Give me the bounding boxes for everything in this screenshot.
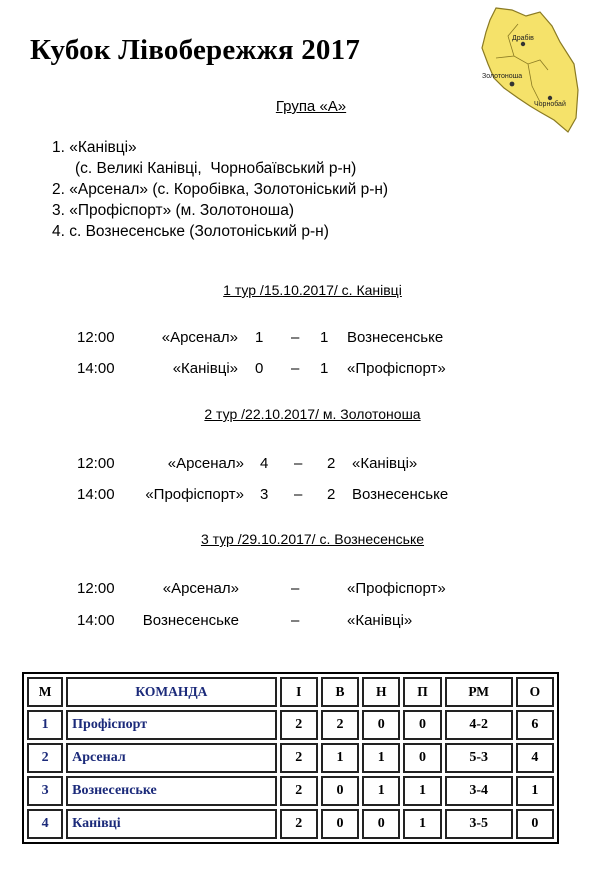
match-away-team: Вознесенське: [347, 329, 444, 346]
cell-drawn: 1: [362, 743, 400, 773]
map-label-drabiv: Драбів: [512, 35, 534, 42]
cell-won: 1: [321, 743, 359, 773]
col-header-played: І: [280, 677, 318, 707]
cell-goals: 3-4: [445, 776, 513, 806]
match-away-score: 2: [327, 455, 336, 472]
cell-played: 2: [280, 743, 318, 773]
match-time: 12:00: [77, 580, 115, 597]
col-header-won: В: [321, 677, 359, 707]
table-row: [27, 776, 554, 806]
cell-place: 4: [27, 809, 63, 839]
round-1-title: 1 тур /15.10.2017/ с. Канівці: [223, 282, 402, 298]
map-label-zolotonosha: Золотоноша: [482, 73, 523, 80]
round-3-title: 3 тур /29.10.2017/ с. Вознесенське: [200, 531, 425, 547]
match-dash: –: [291, 360, 300, 377]
match-away-team: Вознесенське: [352, 486, 449, 503]
cell-played: 2: [280, 776, 318, 806]
team-list-item: 3. «Профіспорт» (м. Золотоноша): [52, 202, 295, 219]
cell-team: Канівці: [66, 809, 276, 839]
cell-drawn: 0: [362, 809, 400, 839]
cell-won: 2: [321, 710, 359, 740]
cell-played: 2: [280, 710, 318, 740]
col-header-place: М: [27, 677, 63, 707]
team-list-item: 2. «Арсенал» (с. Коробівка, Золотоніський р-н): [52, 181, 389, 198]
team-list: [52, 137, 388, 242]
match-away-team: «Профіспорт»: [347, 580, 446, 597]
col-header-team: КОМАНДА: [66, 677, 276, 707]
cell-goals: 4-2: [445, 710, 513, 740]
cell-place: 3: [27, 776, 63, 806]
cell-lost: 0: [403, 743, 441, 773]
team-list-item-detail: (с. Великі Канівці, Чорнобаївський р-н): [75, 160, 357, 177]
cell-played: 2: [280, 809, 318, 839]
col-header-points: О: [516, 677, 554, 707]
cell-drawn: 0: [362, 710, 400, 740]
cell-team: Арсенал: [66, 743, 276, 773]
cell-team: Профіспорт: [66, 710, 276, 740]
match-away-team: «Профіспорт»: [347, 360, 446, 377]
col-header-drawn: Н: [362, 677, 400, 707]
match-dash: –: [294, 455, 303, 472]
page-title: Кубок Лівобережжя 2017: [30, 34, 361, 66]
cell-lost: 0: [403, 710, 441, 740]
standings-header-row: [27, 677, 554, 707]
cell-goals: 3-5: [445, 809, 513, 839]
match-time: 12:00: [77, 455, 115, 472]
match-away-team: «Канівці»: [347, 612, 413, 629]
table-row: [27, 743, 554, 773]
cell-team: Вознесенське: [66, 776, 276, 806]
match-dash: –: [291, 612, 300, 629]
col-header-goals: РМ: [445, 677, 513, 707]
match-home-score: 4: [260, 455, 269, 472]
map-point-zolotonosha: [510, 82, 515, 87]
match-away-score: 2: [327, 486, 336, 503]
match-time: 14:00: [77, 360, 115, 377]
match-dash: –: [291, 329, 300, 346]
cell-place: 1: [27, 710, 63, 740]
col-header-lost: П: [403, 677, 441, 707]
cell-points: 4: [516, 743, 554, 773]
map-label-chornobai: Чорнобай: [534, 101, 566, 108]
match-dash: –: [291, 580, 300, 597]
match-away-team: «Канівці»: [352, 455, 418, 472]
cell-lost: 1: [403, 776, 441, 806]
round-2-title: 2 тур /22.10.2017/ м. Золотоноша: [204, 406, 421, 422]
group-title: Група «А»: [275, 98, 347, 115]
match-home-score: 3: [260, 486, 269, 503]
standings-table: [22, 672, 559, 844]
cell-lost: 1: [403, 809, 441, 839]
map-point-drabiv: [521, 42, 525, 46]
table-row: [27, 809, 554, 839]
match-time: 14:00: [77, 486, 115, 503]
team-list-item: 4. с. Вознесенське (Золотоніський р-н): [52, 223, 329, 240]
cell-drawn: 1: [362, 776, 400, 806]
cell-points: 1: [516, 776, 554, 806]
cell-points: 0: [516, 809, 554, 839]
match-away-score: 1: [320, 360, 329, 377]
match-away-score: 1: [320, 329, 329, 346]
cell-goals: 5-3: [445, 743, 513, 773]
match-dash: –: [294, 486, 303, 503]
match-home-score: 1: [255, 329, 264, 346]
team-list-item: 1. «Канівці»: [52, 139, 137, 156]
match-time: 14:00: [77, 612, 115, 629]
cell-points: 6: [516, 710, 554, 740]
table-row: [27, 710, 554, 740]
cell-place: 2: [27, 743, 63, 773]
match-time: 12:00: [77, 329, 115, 346]
match-home-score: 0: [255, 360, 264, 377]
cell-won: 0: [321, 809, 359, 839]
cell-won: 0: [321, 776, 359, 806]
